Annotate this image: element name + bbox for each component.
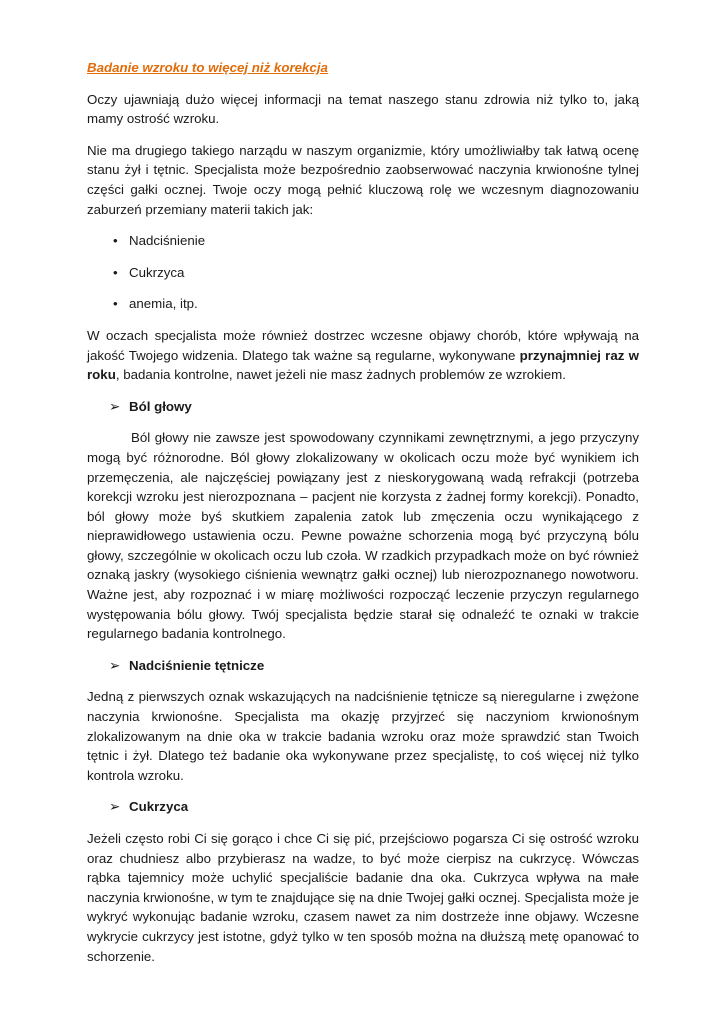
list-item: • Cukrzyca bbox=[87, 263, 639, 283]
list-item: • Nadciśnienie bbox=[87, 231, 639, 251]
document-page bbox=[87, 58, 639, 978]
arrow-bullet-icon: ➢ bbox=[109, 799, 121, 815]
bullet-icon: • bbox=[113, 296, 118, 312]
section-heading-hypertension: ➢ Nadciśnienie tętnicze bbox=[87, 656, 639, 676]
intro-paragraph: Oczy ujawniają dużo więcej informacji na temat naszego stanu zdrowia niż tylko to, jaką mamy ostrość wzroku. bbox=[87, 91, 639, 127]
section-text-diabetes: Jeżeli często robi Ci się gorąco i chce Ci się pić, przejściowo pogarsza Ci się ostrość wzroku oraz chudniesz albo przybierasz na wadze, to być może cierpisz na cukrzycę. Wówczas rąbka tajemnicy może uchylić specjaliście badanie dna oka. Cukrzyca wpływa na małe naczynia krwionośne, w tym te znajdujące się na dnie Twojej gałki ocznej. Specjalista może je wykryć wykonując badanie wzroku, czasem nawet za nim dostrzeże inne objawy. Wczesne wykrycie cukrzycy jest istotne, gdyż tylko w ten sposób można na dłuższą metę opanować to schorzenie. bbox=[87, 831, 639, 964]
conditions-list bbox=[87, 231, 639, 314]
section-text-hypertension: Jedną z pierwszych oznak wskazujących na nadciśnienie tętnicze są nieregularne i zwężone naczynia krwionośne. Specjalista ma okazję przyjrzeć się naczyniom krwionośnym zlokalizowanym na dnie oka w trakcie badania wzroku oraz może sprawdzić stan Twoich tętnic i żył. Dlatego też badanie oka wykonywane przez specjalistę, to coś więcej niż tylko kontrola wzroku. bbox=[87, 689, 639, 783]
arrow-bullet-icon: ➢ bbox=[109, 398, 121, 414]
bullet-icon: • bbox=[113, 264, 118, 280]
organ-paragraph: Nie ma drugiego takiego narządu w naszym organizmie, który umożliwiałby tak łatwą ocenę stanu żył i tętnic. Specjalista może bezpośrednio zaobserwować naczynia krwionośne tylnej części gałki ocznej. Twoje oczy mogą pełnić kluczową rolę we wczesnym diagnozowaniu zaburzeń przemiany materii takich jak: bbox=[87, 142, 639, 217]
section-heading-headache: ➢ Ból głowy bbox=[87, 397, 639, 417]
arrow-bullet-icon: ➢ bbox=[109, 657, 121, 673]
bullet-icon: • bbox=[113, 233, 118, 249]
document-title: Badanie wzroku to więcej niż korekcja bbox=[87, 60, 328, 75]
list-item: • anemia, itp. bbox=[87, 294, 639, 314]
emphasis-text: przynajmniej raz w roku bbox=[87, 347, 639, 383]
section-heading-diabetes: ➢ Cukrzyca bbox=[87, 797, 639, 817]
checkup-paragraph: W oczach specjalista może również dostrzec wczesne objawy chorób, które wpływają na jakość Twojego widzenia. Dlatego tak ważne są regularne, wykonywane przynajmniej raz w roku, badania kontrolne, nawet jeżeli nie masz żadnych problemów ze wzrokiem. bbox=[87, 327, 639, 383]
section-text-headache: Ból głowy nie zawsze jest spowodowany czynnikami zewnętrznymi, a jego przyczyny mogą być różnorodne. Ból głowy zlokalizowany w okolicach oczu może być wynikiem ich przemęczenia, ale najczęściej powiązany jest z nieskorygowaną wadą refrakcji (potrzeba korekcji wzroku jest nierozpoznana – pacjent nie korzysta z żadnej formy korekcji). Ponadto, ból głowy może byś skutkiem zapalenia zatok lub zmęczenia oczu wynikającego z nieprawidłowego ustawienia oczu. Pewne poważne schorzenia mogą być przyczyną bólu głowy, szczególnie w okolicach oczu lub czoła. W rzadkich przypadkach może on być również oznaką jaskry (wysokiego ciśnienia wewnątrz gałki ocznej) lub nierozpoznanego nowotworu. Ważne jest, aby rozpoznać i w miarę możliwości rozpocząć leczenie przyczyn regularnego występowania bólu głowy. Twój specjalista będzie starał się odnaleźć te oznaki w trakcie regularnego badania kontrolnego. bbox=[87, 430, 639, 642]
